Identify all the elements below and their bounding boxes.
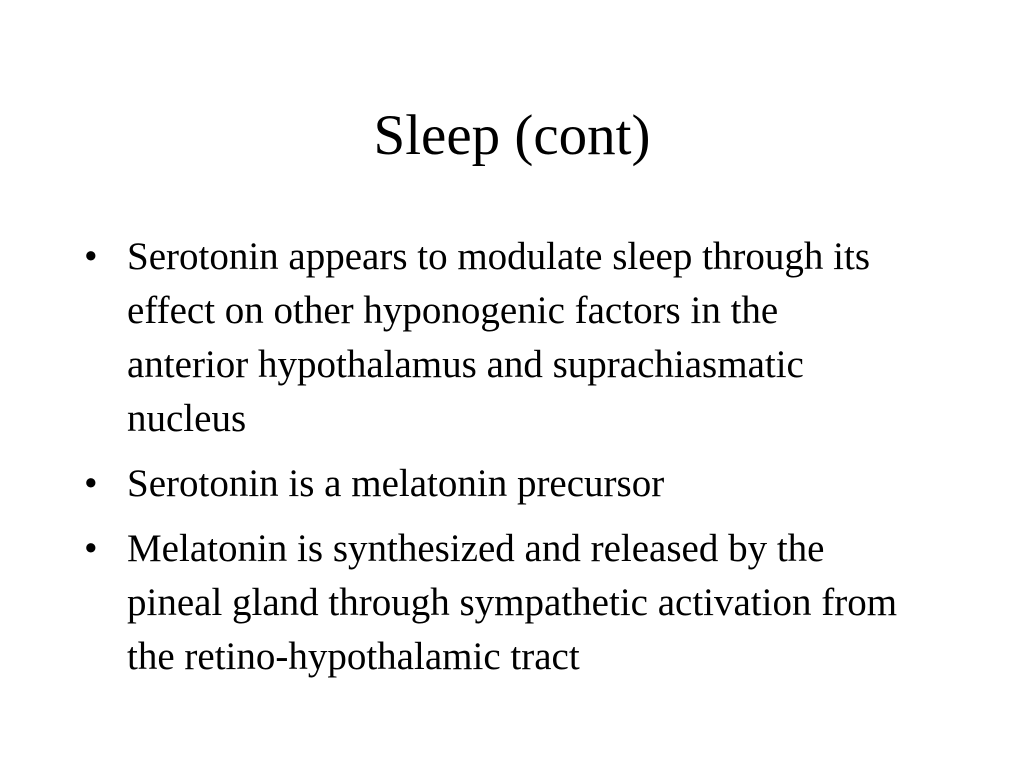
bullet-item — [84, 457, 904, 511]
bullet-text: Melatonin is synthesized and released by the pineal gland through sympathetic activation from the retino-hypothalamic tract — [127, 527, 898, 678]
bullet-list — [84, 230, 904, 695]
bullet-icon: • — [84, 235, 98, 278]
bullet-item — [84, 522, 904, 684]
bullet-text: Serotonin is a melatonin precursor — [127, 462, 665, 505]
slide-title: Sleep (cont) — [373, 104, 651, 167]
bullet-icon: • — [84, 527, 98, 570]
bullet-icon: • — [84, 462, 98, 505]
bullet-text: Serotonin appears to modulate sleep through its effect on other hyponogenic factors in the anterior hypothalamus and suprachiasmatic nucleus — [127, 235, 871, 440]
bullet-item — [84, 230, 904, 446]
